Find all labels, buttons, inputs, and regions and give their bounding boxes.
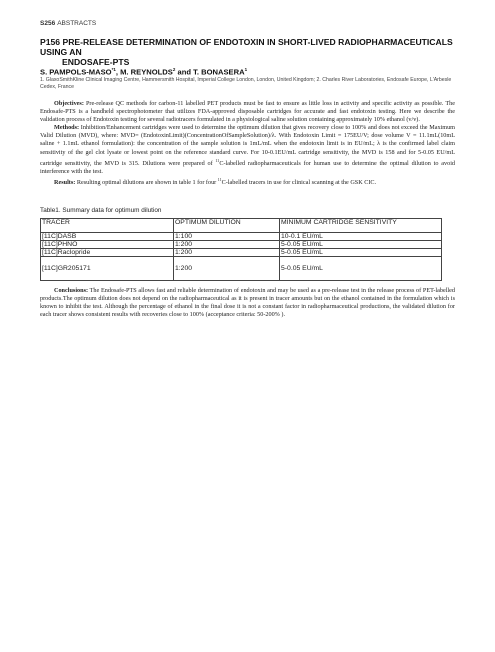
- dilution-cell: 1:100: [174, 233, 280, 241]
- conclusions-label: Conclusions:: [54, 287, 89, 294]
- page-number: S256: [40, 20, 56, 27]
- results-label: Results:: [54, 178, 76, 186]
- conclusions-paragraph: [40, 287, 455, 319]
- sensitivity-cell: 5-0.05 EU/mL: [280, 249, 442, 257]
- title-line-2: ENDOSAFE-PTS: [62, 57, 130, 67]
- sensitivity-cell: 5-0.05 EU/mL: [280, 257, 442, 281]
- objectives-text: Pre-release QC methods for carbon-11 labelled PET products must be fast to ensure as little loss in activity and specific activity as possible. The Endosafe-PTS is a handheld spectrophotometer that utilizes FDA-approved disposable cartridges for accurate and fast endotoxin testing. Here we describe the validation process of Endotoxin testing for several radiotracers formulated in a physiological saline solution containing approximately 10% ethanol (v/v).: [40, 100, 455, 124]
- author-2-affil: 2: [172, 67, 176, 72]
- author-1: S. PAMPOLS-MASO: [40, 67, 112, 77]
- table-caption: Table1. Summary data for optimum dilution: [40, 207, 162, 214]
- header-optimum-dilution: OPTIMUM DILUTION: [174, 219, 280, 233]
- author-list: [40, 67, 247, 77]
- table-row: [41, 241, 442, 249]
- tracer-cell: [11C]GR205171: [41, 257, 174, 281]
- table-row: [41, 257, 442, 281]
- methods-text-cont: C-labelled radiopharmaceuticals for human use to determine the optimal dilution to avoid interference with the test.: [40, 159, 456, 175]
- author-separator: ,: [115, 67, 121, 77]
- title-line-1: P156 PRE-RELEASE DETERMINATION OF ENDOTOXIN IN SHORT-LIVED RADIOPHARMACEUTICALS USING AN: [40, 37, 453, 57]
- section-name: ABSTRACTS: [57, 20, 97, 27]
- methods-paragraph: [40, 124, 455, 176]
- dilution-cell: 1:200: [174, 249, 280, 257]
- summary-table: [40, 218, 442, 281]
- header-tracer: TRACER: [41, 219, 174, 233]
- methods-text: Inhibition/Enhancement cartridges were used to determine the optimum dilution that gives recovery close to 100% and does not exceed the Maximum Valid Dilution (MVD), where: MVD= (EndotoxinLimit)(ConcentrationOfSampleSolution)/λ. With Endotoxin Limit = 175EU/V; dose volume V = 11.1mL(10mL saline + 1.1mL ethanol formulation): the concentration of the sample solution is 1mL/mL when the endotoxin limit is in EU/mL; λ is the confirmed label claim sensitivity of the gel clot lysate or lowest point on the reference standard curve. For 10-0.1EU/mL cartridge sensitivity, the MVD is 158 and for 5-0.05 EU/mL cartridge sensitivity, the MVD is 315. Dilutions were prepared of: [40, 124, 455, 167]
- results-isotope: 11: [217, 176, 222, 182]
- running-header: [40, 20, 96, 27]
- tracer-cell: [11C]DASB: [41, 233, 174, 241]
- results-text-cont: C-labelled tracers in use for clinical scanning at the GSK CIC.: [221, 178, 377, 186]
- sensitivity-cell: 10-0.1 EU/mL: [280, 233, 442, 241]
- table-row: [41, 233, 442, 241]
- methods-isotope: 11: [215, 157, 220, 163]
- author-3-affil: 1: [244, 67, 248, 72]
- abstract-title: [40, 37, 460, 67]
- methods-label: Methods:: [54, 124, 80, 132]
- objectives-label: Objectives:: [54, 100, 84, 107]
- author-2: M. REYNOLDS: [120, 67, 173, 77]
- affiliations: 1. GlaxoSmithKline Clinical Imaging Centre, Hammersmith Hospital, Imperial College London, London, United Kingdom; 2. Charles River Laboratories, Endosafe Europe, L'Arbesle Cedex, France: [40, 77, 452, 91]
- table-header-row: [41, 219, 442, 233]
- header-min-sensitivity: MINIMUM CARTRIDGE SENSITIVITY: [280, 219, 442, 233]
- author-1-affil: *1: [111, 67, 116, 72]
- author-separator: and: [175, 67, 194, 77]
- tracer-cell: [11C]PHNO: [41, 241, 174, 249]
- sensitivity-cell: 5-0.05 EU/mL: [280, 241, 442, 249]
- abstract-body: [40, 100, 455, 187]
- dilution-cell: 1:200: [174, 257, 280, 281]
- tracer-cell: [11C]Raclopride: [41, 249, 174, 257]
- author-3: T. BONASERA: [193, 67, 245, 77]
- table-row: [41, 249, 442, 257]
- results-text: Resulting optimal dilutions are shown in table 1 for four: [75, 178, 218, 186]
- conclusions-text: The Endosafe-PTS allows fast and reliable determination of endotoxin and may be used as a pre-release test in the release process of PET-labelled products.The optimum dilution does not depend on the radiopharmaceutical as it is present in tracer amounts but on the ethanol contained in the formulation which is known to inhibit the test. Although the percentage of ethanol in the final dose it is not a constant factor in radiopharmaceutical productions, the validated dilution for each tracer shows consistent results with recoveries close to 100% (acceptance criteria: 50-200% ).: [40, 287, 455, 319]
- objectives-paragraph: [40, 100, 455, 124]
- results-paragraph: [40, 176, 455, 187]
- dilution-cell: 1:200: [174, 241, 280, 249]
